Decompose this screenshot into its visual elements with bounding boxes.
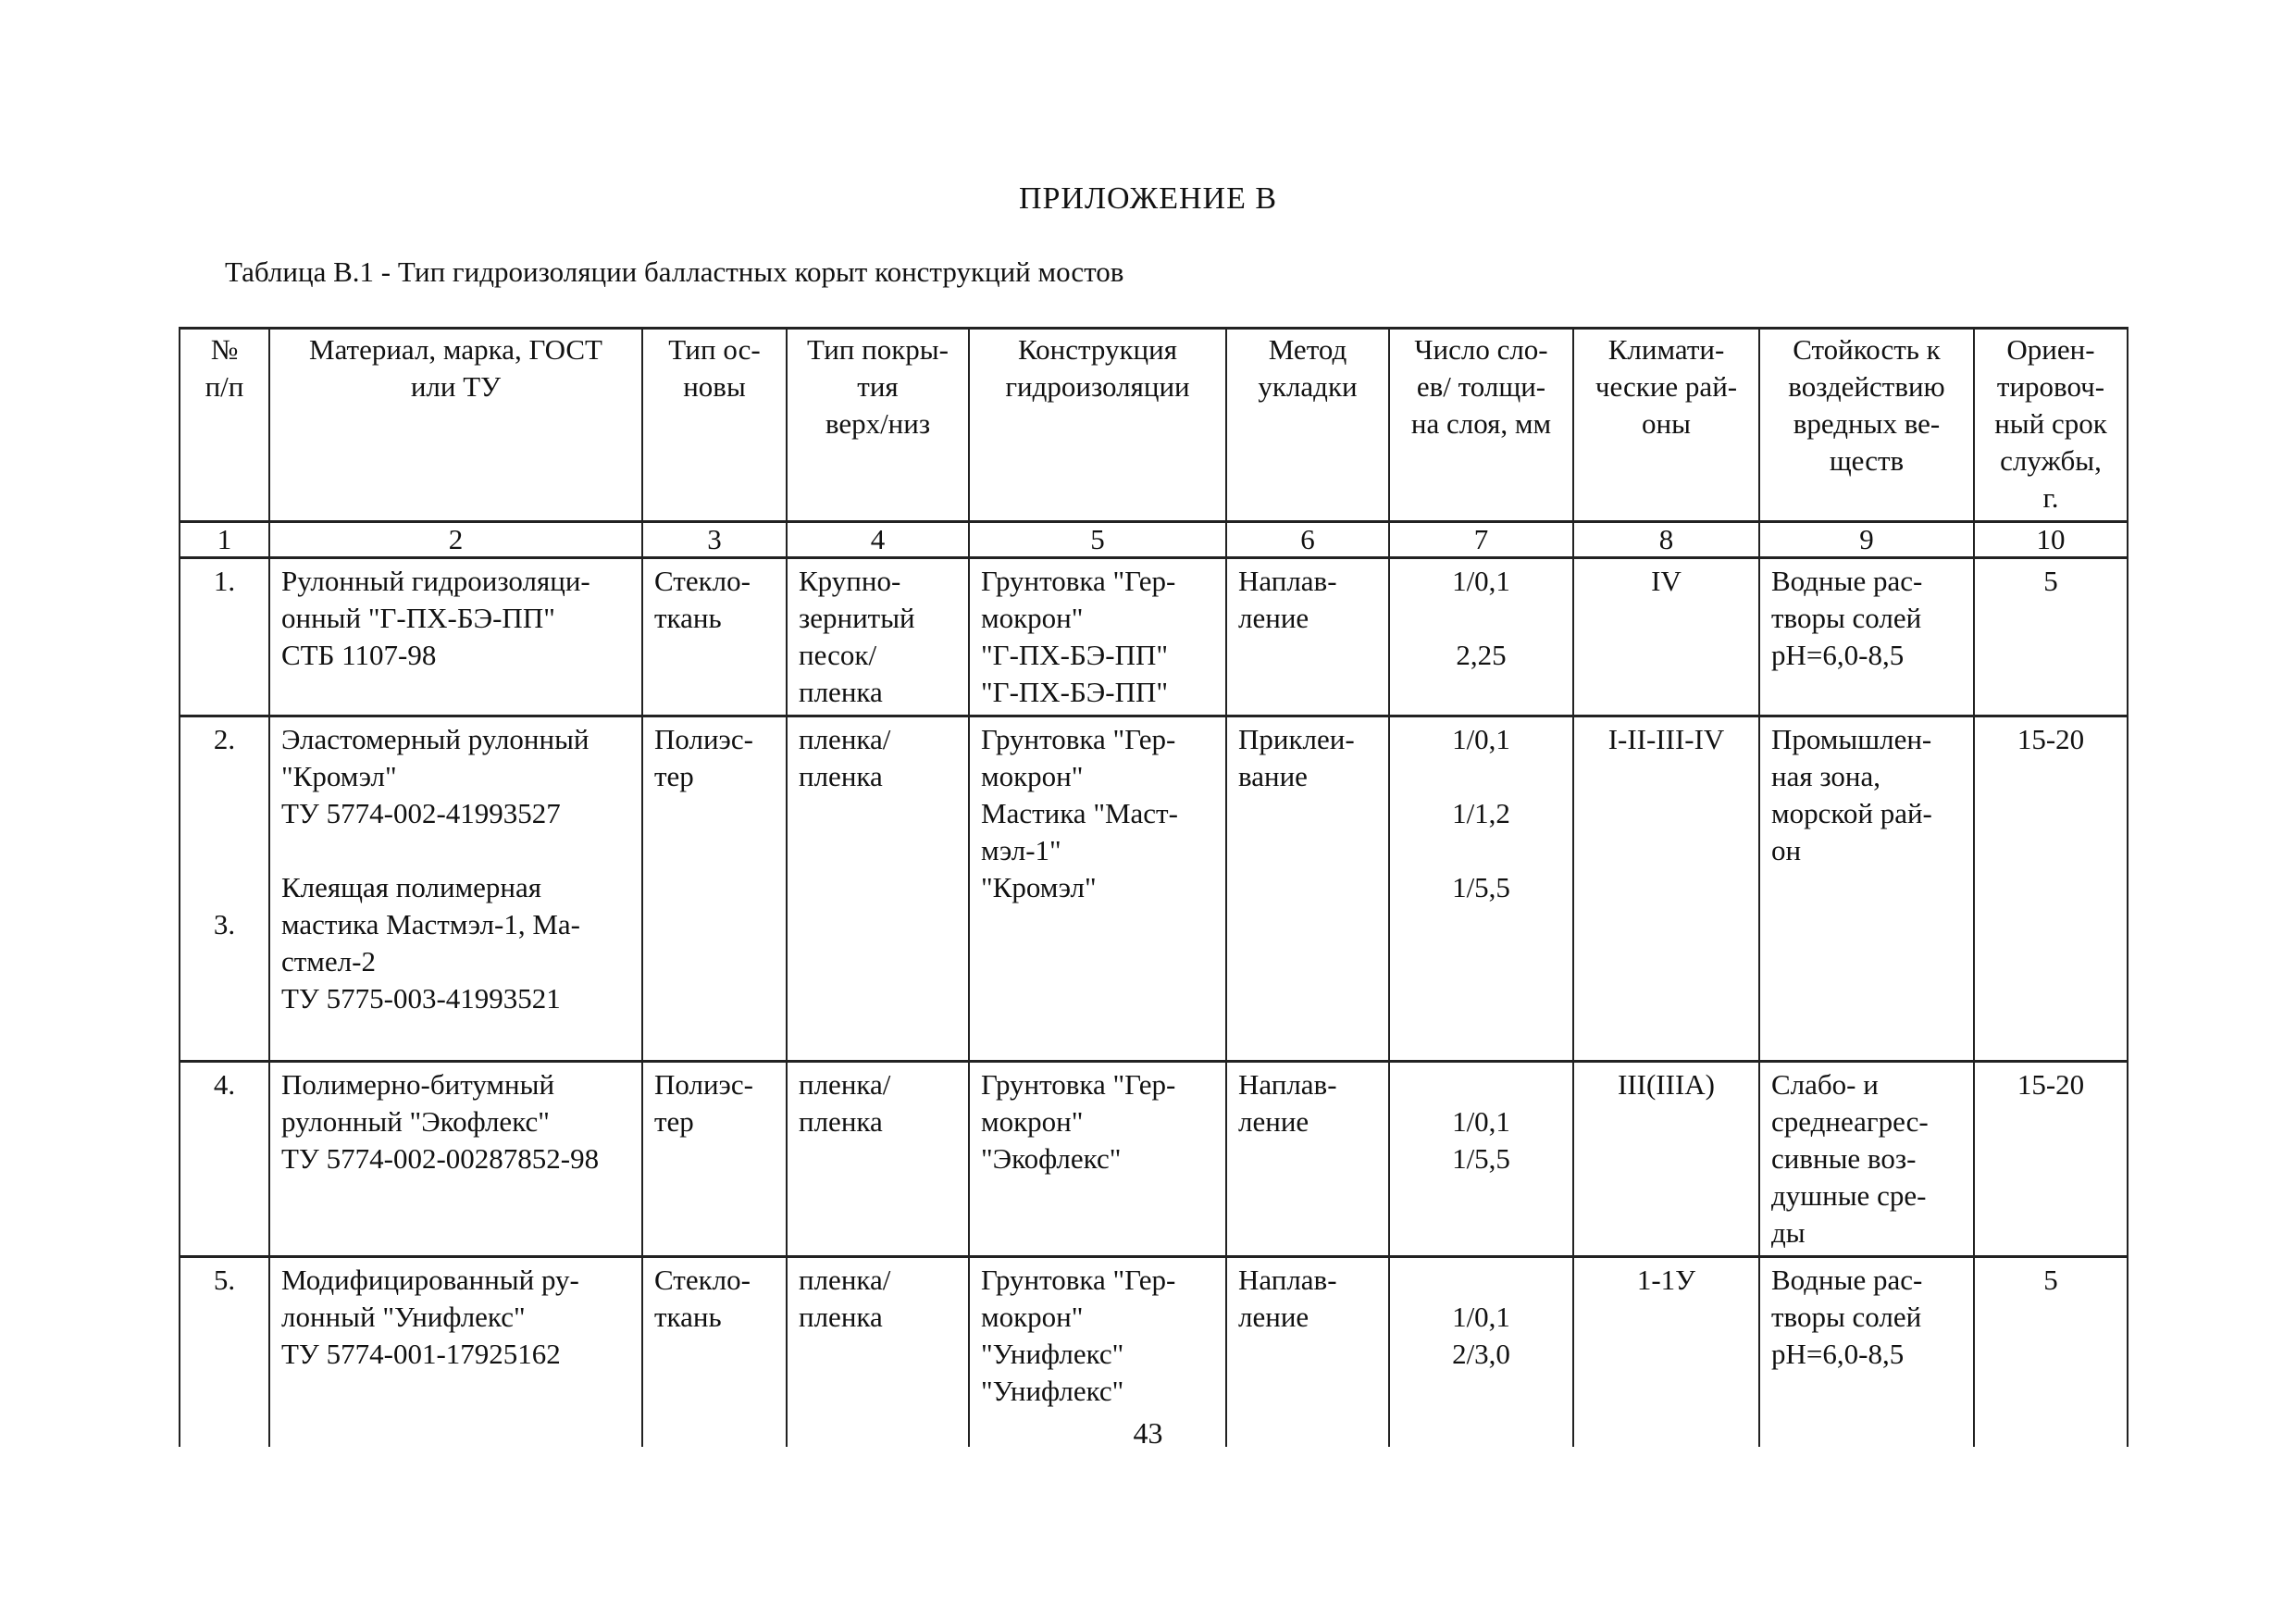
layers-cell: 1/0,1 2/3,0 [1389,1257,1573,1448]
coating-cell: Крупно- зернитый песок/ пленка [787,558,969,716]
row-number: 4. [180,1062,269,1257]
coating-cell: пленка/ пленка [787,716,969,1062]
column-number-row [180,522,2128,558]
header-cell-service-life: Ориен- тировоч- ный срок службы, г. [1974,329,2128,522]
climate-cell: I-II-III-IV [1573,716,1759,1062]
column-number: 4 [787,522,969,558]
coating-cell: пленка/ пленка [787,1062,969,1257]
column-number: 9 [1759,522,1974,558]
row-number [180,716,269,1062]
construction-cell: Грунтовка "Гер- мокрон" "Унифлекс" "Унифлекс" [969,1257,1226,1448]
base-cell: Полиэс- тер [642,716,787,1062]
header-cell-material: Материал, марка, ГОСТ или ТУ [269,329,642,522]
service-life-cell: 5 [1974,1257,2128,1448]
header-cell-no: № п/п [180,329,269,522]
resistance-cell: Водные рас- творы солей pH=6,0-8,5 [1759,558,1974,716]
column-number: 3 [642,522,787,558]
construction-cell: Грунтовка "Гер- мокрон" "Экофлекс" [969,1062,1226,1257]
table-row [180,1062,2128,1257]
header-cell-layers: Число сло- ев/ толщи- на слоя, мм [1389,329,1573,522]
table-row [180,716,2128,1062]
waterproofing-table [179,327,2128,1447]
table-row [180,558,2128,716]
column-number: 8 [1573,522,1759,558]
page-number: 43 [1133,1416,1163,1450]
column-number: 7 [1389,522,1573,558]
layers-cell: 1/0,1 1/5,5 [1389,1062,1573,1257]
construction-cell: Грунтовка "Гер- мокрон" Мастика "Маст- мэл-1" "Кромэл" [969,716,1226,1062]
column-number: 10 [1974,522,2128,558]
resistance-cell: Промышлен- ная зона, морской рай- он [1759,716,1974,1062]
column-number: 2 [269,522,642,558]
material-cell [269,716,642,1062]
service-life-cell: 5 [1974,558,2128,716]
column-number: 1 [180,522,269,558]
base-cell: Стекло- ткань [642,1257,787,1448]
service-life-cell: 15-20 [1974,1062,2128,1257]
column-number: 6 [1226,522,1389,558]
coating-cell: пленка/ пленка [787,1257,969,1448]
header-row [180,329,2128,522]
construction-cell: Грунтовка "Гер- мокрон" "Г-ПХ-БЭ-ПП" "Г-ПХ-БЭ-ПП" [969,558,1226,716]
header-cell-climate: Климати- ческие рай- оны [1573,329,1759,522]
header-cell-coating: Тип покры- тия верх/низ [787,329,969,522]
layers-cell: 1/0,1 2,25 [1389,558,1573,716]
method-cell: Наплав- ление [1226,1062,1389,1257]
table-caption: Таблица В.1 - Тип гидроизоляции балластных корыт конструкций мостов [225,255,1124,288]
climate-cell: 1-1У [1573,1257,1759,1448]
method-cell: Наплав- ление [1226,558,1389,716]
header-cell-construction: Конструкция гидроизоляции [969,329,1226,522]
service-life-cell: 15-20 [1974,716,2128,1062]
header-cell-method: Метод укладки [1226,329,1389,522]
material-cell: Модифицированный ру- лонный "Унифлекс" ТУ 5774-001-17925162 [269,1257,642,1448]
row-number-a: 2. [213,723,236,755]
method-cell: Наплав- ление [1226,1257,1389,1448]
climate-cell: III(IIIА) [1573,1062,1759,1257]
header-cell-resistance: Стойкость к воздействию вредных ве- ществ [1759,329,1974,522]
method-cell: Приклеи- вание [1226,716,1389,1062]
appendix-title: ПРИЛОЖЕНИЕ В [1018,181,1278,216]
row-number-b: 3. [213,908,236,940]
material-cell: Рулонный гидроизоляци- онный "Г-ПХ-БЭ-ПП" СТБ 1107-98 [269,558,642,716]
material-cell: Полимерно-битумный рулонный "Экофлекс" ТУ 5774-002-00287852-98 [269,1062,642,1257]
resistance-cell: Водные рас- творы солей pH=6,0-8,5 [1759,1257,1974,1448]
layers-cell: 1/0,1 1/1,2 1/5,5 [1389,716,1573,1062]
climate-cell: IV [1573,558,1759,716]
base-cell: Полиэс- тер [642,1062,787,1257]
header-cell-base: Тип ос- новы [642,329,787,522]
base-cell: Стекло- ткань [642,558,787,716]
resistance-cell: Слабо- и среднеагрес- сивные воз- душные сре- ды [1759,1062,1974,1257]
row-number: 5. [180,1257,269,1448]
row-number: 1. [180,558,269,716]
material-text-a: Эластомерный рулонный "Кромэл" ТУ 5774-002-41993527 [281,723,590,829]
column-number: 5 [969,522,1226,558]
material-text-b: Клеящая полимерная мастика Мастмэл-1, Ма- стмел-2 ТУ 5775-003-41993521 [281,871,580,1015]
